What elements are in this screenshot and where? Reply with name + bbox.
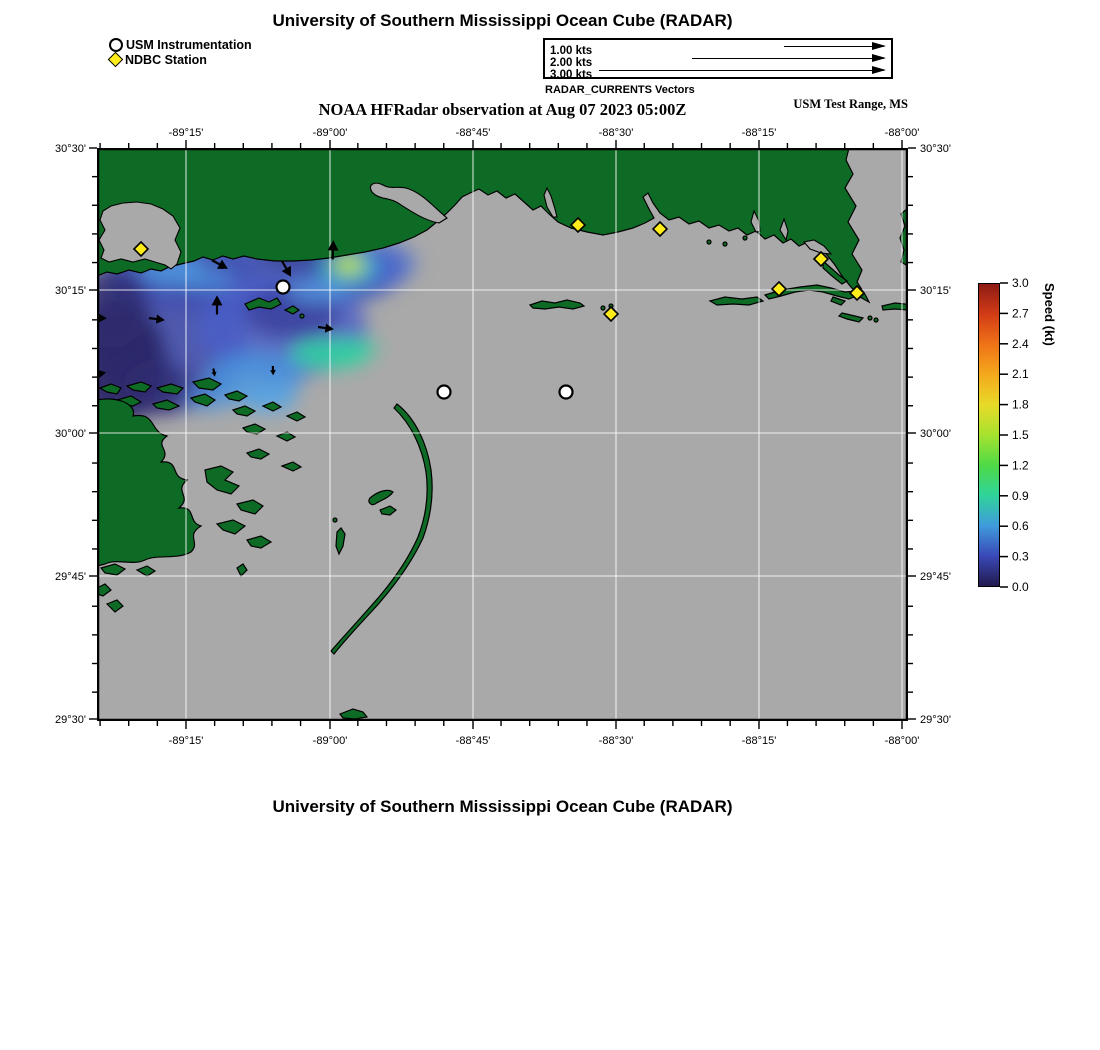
colorbar-tick-label: 1.5 xyxy=(1012,428,1029,442)
figure-title-bottom: University of Southern Mississippi Ocean Cube (RADAR) xyxy=(272,797,733,816)
symbol-legend xyxy=(109,37,252,67)
legend-item-ndbc xyxy=(109,52,252,67)
islet xyxy=(743,236,747,240)
islet xyxy=(300,314,304,318)
x-axis-label-top: -89°00' xyxy=(312,127,348,139)
colorbar-tick-label: 2.7 xyxy=(1012,306,1029,321)
y-axis-label-left: 29°30' xyxy=(55,714,86,726)
usm-station-marker xyxy=(438,386,451,399)
vector-shaft xyxy=(213,369,214,373)
y-axis-label-right: 30°00' xyxy=(920,428,951,440)
x-axis-label-top: -88°30' xyxy=(598,127,634,139)
colorbar-tick-label: 0.9 xyxy=(1012,488,1029,503)
islet xyxy=(707,240,711,244)
speed-patch xyxy=(335,338,379,358)
islet xyxy=(874,318,878,322)
colorbar-tick-label: 0.6 xyxy=(1012,519,1029,534)
usm-instrumentation-icon xyxy=(109,38,123,52)
vector-scale-label: 3.00 kts xyxy=(550,69,593,81)
islet xyxy=(723,242,727,246)
colorbar xyxy=(978,283,1000,587)
x-axis-label-top: -89°15' xyxy=(168,127,204,139)
colorbar-tick-label: 0.0 xyxy=(1012,580,1029,594)
y-axis-label-left: 30°30' xyxy=(55,143,86,155)
x-axis-label-top: -88°00' xyxy=(884,127,920,139)
vector-scale-caption: RADAR_CURRENTS Vectors xyxy=(545,84,695,96)
test-range-label: USM Test Range, MS xyxy=(793,97,908,111)
islet xyxy=(601,306,605,310)
speed-patch xyxy=(184,268,234,292)
legend-item-usm xyxy=(109,37,252,52)
y-axis-label-right: 29°45' xyxy=(920,571,951,583)
y-axis-label-left: 30°15' xyxy=(55,285,86,297)
usm-station-marker xyxy=(560,386,573,399)
islet xyxy=(868,316,872,320)
legend-label-usm: USM Instrumentation xyxy=(126,37,252,52)
y-axis-label-left: 29°45' xyxy=(55,571,86,583)
vector-scale-label: 2.00 kts xyxy=(550,57,593,69)
ndbc-station-icon xyxy=(108,52,124,68)
colorbar-tick-label: 2.1 xyxy=(1012,367,1029,382)
scale-arrow-icon xyxy=(784,46,884,47)
scale-arrow-icon xyxy=(692,58,884,59)
map-canvas xyxy=(97,148,908,721)
x-axis-label-bottom: -89°15' xyxy=(168,735,204,747)
usm-station-marker xyxy=(277,281,290,294)
colorbar-tick-label: 2.4 xyxy=(1012,336,1029,351)
x-axis-label-bottom: -88°00' xyxy=(884,735,920,747)
y-axis-label-right: 29°30' xyxy=(920,714,951,726)
vector-scale-box xyxy=(543,38,893,79)
y-axis-label-right: 30°15' xyxy=(920,285,951,297)
vector-scale-label: 1.00 kts xyxy=(550,45,593,57)
vector-scale-row xyxy=(550,41,886,57)
observation-subtitle: NOAA HFRadar observation at Aug 07 2023 05:00Z xyxy=(318,100,687,119)
x-axis-label-top: -88°45' xyxy=(455,127,491,139)
figure-title: University of Southern Mississippi Ocean Cube (RADAR) xyxy=(272,11,733,30)
colorbar-tick-label: 3.0 xyxy=(1012,276,1029,290)
colorbar-tick-label: 1.2 xyxy=(1012,458,1029,473)
y-axis-label-right: 30°30' xyxy=(920,143,951,155)
islet xyxy=(333,518,337,522)
vector-scale-row xyxy=(550,65,886,81)
colorbar-tick-label: 1.8 xyxy=(1012,397,1029,412)
colorbar-title: Speed (kt) xyxy=(1042,283,1057,346)
x-axis-label-bottom: -88°15' xyxy=(741,735,777,747)
colorbar-tick-label: 0.3 xyxy=(1012,549,1029,564)
y-axis-label-left: 30°00' xyxy=(55,428,86,440)
vector-scale-row xyxy=(550,53,886,69)
x-axis-label-top: -88°15' xyxy=(741,127,777,139)
x-axis-label-bottom: -88°30' xyxy=(598,735,634,747)
scale-arrow-icon xyxy=(599,70,884,71)
vector-shaft xyxy=(149,318,157,319)
legend-label-ndbc: NDBC Station xyxy=(125,52,207,67)
speed-patch xyxy=(334,255,364,275)
vector-shaft xyxy=(318,327,326,328)
x-axis-label-bottom: -89°00' xyxy=(312,735,348,747)
x-axis-label-bottom: -88°45' xyxy=(455,735,491,747)
